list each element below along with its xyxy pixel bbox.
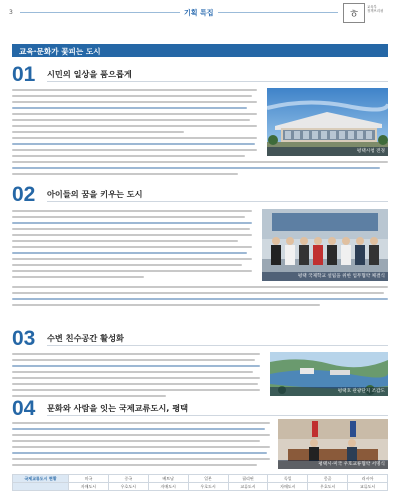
section-title: 수변 친수공간 활성화 xyxy=(47,333,124,343)
photo-caption: 평택호 관광단지 조감도 xyxy=(337,389,385,394)
logo-text xyxy=(367,5,397,14)
section-rule xyxy=(47,415,388,416)
table-cell: 우호도시 xyxy=(188,483,228,491)
table-cell: 필리핀 xyxy=(228,475,268,483)
table-cell: 교류도시 xyxy=(348,483,388,491)
table-cell: 자매도시 xyxy=(69,483,109,491)
table-cell: 미국 xyxy=(69,475,109,483)
logo-text-line: 정책브리핑 xyxy=(367,9,384,14)
publication-logo xyxy=(343,3,365,23)
section-number: 04 xyxy=(12,397,36,420)
section-body-wide xyxy=(12,286,388,310)
logo-glyph: ㅎ xyxy=(348,6,360,20)
table-cell: 베트남 xyxy=(148,475,188,483)
section-number: 03 xyxy=(12,327,36,350)
table-cell: 우호도시 xyxy=(308,483,348,491)
section-tag: 기획 특집 xyxy=(180,8,218,18)
table-cell: 자매도시 xyxy=(268,483,308,491)
section-rule xyxy=(47,81,388,82)
section-03 xyxy=(12,328,388,394)
section-01 xyxy=(12,64,388,177)
photo-caption-bar xyxy=(270,387,388,396)
section-04 xyxy=(12,398,388,472)
table-cell: 자매도시 xyxy=(148,483,188,491)
article-banner xyxy=(12,44,388,57)
table-cell: 러시아 xyxy=(348,475,388,483)
table-cell: 국제교류도시 현황 xyxy=(13,475,69,483)
section-body xyxy=(12,353,260,401)
photo-caption: 평택시-미국 우호교류협약 서명식 xyxy=(318,462,385,467)
section-title: 아이들의 꿈을 키우는 도시 xyxy=(47,189,143,199)
friendship-agreement-photo xyxy=(278,419,388,469)
table-cell xyxy=(13,483,69,491)
section-number: 02 xyxy=(12,183,36,206)
page-number: 3 xyxy=(9,9,13,16)
table-row xyxy=(13,475,388,483)
section-body xyxy=(12,422,270,470)
section-body-wide xyxy=(12,161,388,179)
photo-caption-bar xyxy=(278,460,388,469)
table-cell: 우호도시 xyxy=(108,483,148,491)
table-cell: 독일 xyxy=(268,475,308,483)
exchange-city-table xyxy=(12,474,388,491)
table-row xyxy=(13,483,388,491)
section-body xyxy=(12,89,257,161)
table-cell: 일본 xyxy=(188,475,228,483)
section-title: 문화와 사람을 잇는 국제교류도시, 평택 xyxy=(47,403,189,413)
section-rule xyxy=(47,201,388,202)
section-number: 01 xyxy=(12,63,36,86)
city-hall-image xyxy=(267,88,388,156)
photo-caption: 평택 국제학교 설립을 위한 업무협약 체결식 xyxy=(297,274,385,279)
photo-caption-bar xyxy=(267,147,388,156)
ceremony-image xyxy=(262,209,388,281)
agreement-ceremony-photo xyxy=(262,209,388,281)
photo-caption: 평택시청 전경 xyxy=(356,149,385,154)
section-body xyxy=(12,210,252,282)
table-cell: 몽골 xyxy=(308,475,348,483)
section-rule xyxy=(47,345,388,346)
lake-tourism-photo xyxy=(270,352,388,396)
banner-title: 교육·문화가 꽃피는 도시 xyxy=(19,47,101,56)
section-02 xyxy=(12,184,388,314)
city-hall-photo xyxy=(267,88,388,156)
table-cell: 중국 xyxy=(108,475,148,483)
page-header xyxy=(0,0,400,26)
header-rule xyxy=(20,12,338,13)
section-title: 시민의 일상을 품으롭게 xyxy=(47,69,132,79)
table-cell: 교류도시 xyxy=(228,483,268,491)
photo-caption-bar xyxy=(262,272,388,281)
logo-text-line: 교육부 xyxy=(367,5,377,9)
